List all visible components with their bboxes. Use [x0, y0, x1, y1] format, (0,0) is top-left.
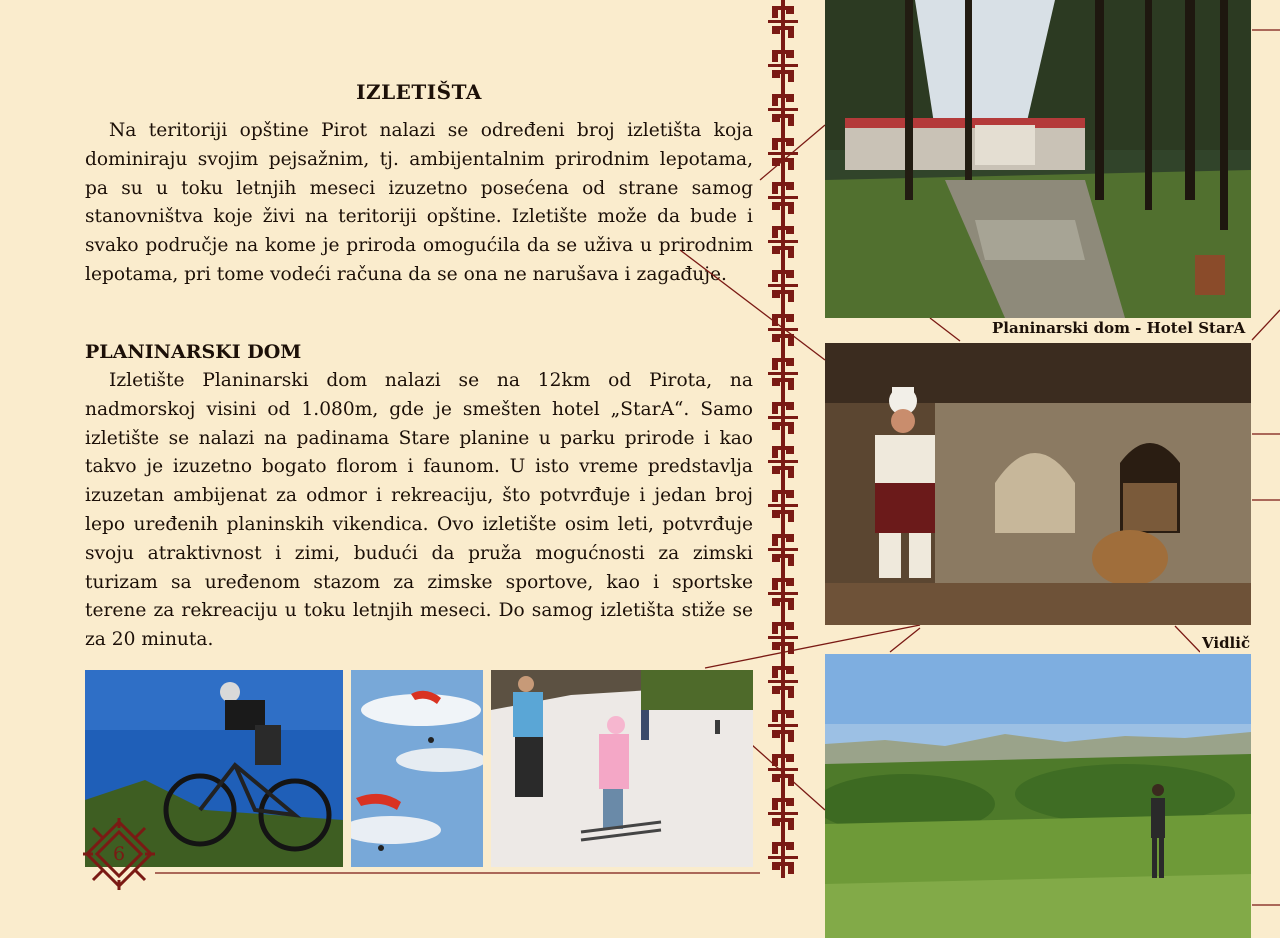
section-paragraph: Izletište Planinarski dom nalazi se na 12km od Pirota, na nadmorskoj visini od 1.080m, gde je smešten hotel „StarA“. Samo izletište se nalazi na padinama Stare planine u parku prirode i kao takvo je izuzetno bogato florom i faunom. U isto vreme predstavlja izuzetan ambijenat za odmor i rekreaciju, što potvrđuje i jedan broj lepo uređenih planinskih vikendica. Ovo izletište osim leti, potvrđuje svoju atraktivnost i zimi, budući da pruža mogućnosti za zimski turizam sa uređenom stazom za zimske sportove, kao i sportske terene za rekreaciju u toku letnjih meseci. Do samog izletišta stiže se za 20 minuta.: [85, 370, 753, 651]
page-title: IZLETIŠTA: [356, 80, 482, 104]
ornamental-border: [766, 0, 800, 878]
intro-paragraph: Na teritoriji opštine Pirot nalazi se određeni broj izletišta koja dominiraju svojim pejsažnim, tj. ambijentalnim prirodnim lepotama, pa su u toku letnjih meseci izuzetno posećena od strane samog stanovništva koje živi na teritoriji opštine. Izletište može da bude i svako područje na kome je priroda omogućila da se uživa u prirodnim lepotama, pri tome vodeći računa da se ona ne narušava i zagađuje.: [85, 120, 753, 285]
hotel-photo: [825, 0, 1251, 318]
skiing-photo: [491, 670, 753, 867]
vidlic-caption: Vidlič: [1202, 634, 1251, 652]
page-number-badge: [83, 818, 155, 890]
hotel-caption: Planinarski dom - Hotel StarA: [992, 319, 1246, 337]
page-number: 6: [112, 843, 126, 865]
paragliding-photo: [351, 670, 483, 867]
oven-photo: [825, 343, 1251, 625]
section-title: PLANINARSKI DOM: [85, 341, 302, 363]
vidlic-photo: [825, 654, 1251, 938]
